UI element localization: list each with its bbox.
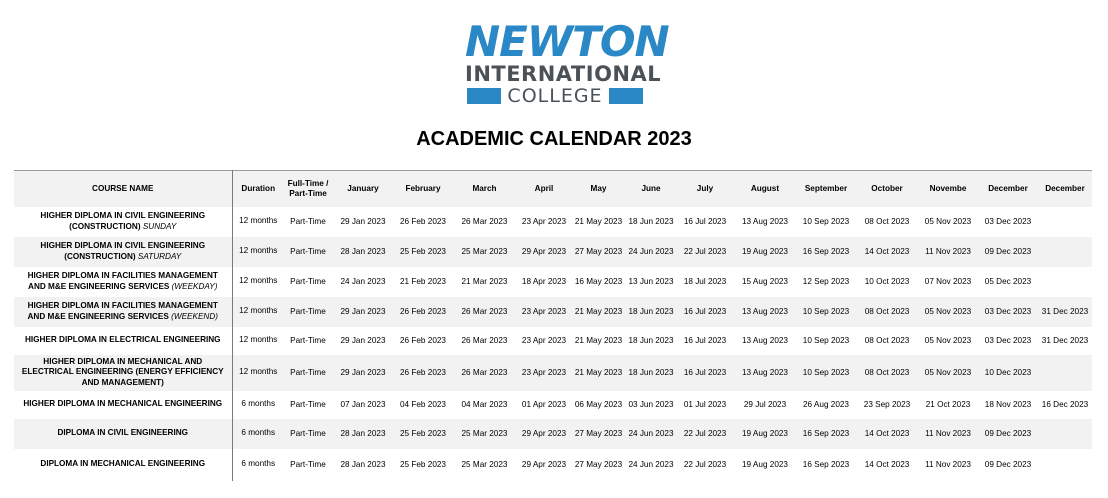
mode-cell: Part-Time bbox=[290, 307, 326, 316]
course-name-cell bbox=[14, 267, 232, 297]
header-month-3: March bbox=[472, 184, 497, 194]
date-cell: 23 Apr 2023 bbox=[521, 368, 567, 377]
date-cell: 25 Mar 2023 bbox=[461, 460, 508, 469]
date-cell: 19 Aug 2023 bbox=[742, 429, 788, 438]
date-cell: 16 Jul 2023 bbox=[683, 217, 727, 226]
date-cell bbox=[1038, 419, 1092, 449]
date-cell: 24 Jun 2023 bbox=[628, 429, 674, 438]
duration-cell: 12 months bbox=[232, 355, 284, 391]
date-cell: 18 Nov 2023 bbox=[984, 400, 1032, 409]
table-row bbox=[14, 419, 1092, 449]
date-cell: 29 Apr 2023 bbox=[521, 247, 567, 256]
date-cell: 21 Mar 2023 bbox=[461, 277, 508, 286]
date-cell: 26 Feb 2023 bbox=[400, 217, 446, 226]
date-cell: 21 May 2023 bbox=[574, 307, 623, 316]
course-name: HIGHER DIPLOMA IN CIVIL ENGINEERING (CONSTRUCTION) bbox=[40, 241, 206, 261]
date-cell: 05 Nov 2023 bbox=[924, 307, 972, 316]
date-cell: 05 Nov 2023 bbox=[924, 368, 972, 377]
date-cell: 01 Apr 2023 bbox=[521, 400, 567, 409]
date-cell: 14 Oct 2023 bbox=[864, 247, 910, 256]
date-cell: 05 Dec 2023 bbox=[984, 277, 1032, 286]
academic-calendar-table bbox=[14, 170, 1092, 481]
logo-wordmark-newton: NEWTON bbox=[465, 17, 669, 66]
date-cell: 26 Mar 2023 bbox=[461, 368, 508, 377]
course-schedule-note: (WEEKEND) bbox=[171, 311, 218, 321]
date-cell: 09 Dec 2023 bbox=[984, 460, 1032, 469]
duration-cell: 12 months bbox=[232, 267, 284, 297]
date-cell: 09 Dec 2023 bbox=[984, 429, 1032, 438]
date-cell: 24 Jun 2023 bbox=[628, 460, 674, 469]
date-cell: 07 Nov 2023 bbox=[924, 277, 972, 286]
course-name: HIGHER DIPLOMA IN FACILITIES MANAGEMENT AND M&E ENGINEERING SERVICES bbox=[27, 301, 218, 321]
date-cell: 28 Jan 2023 bbox=[340, 460, 386, 469]
date-cell: 16 Sep 2023 bbox=[802, 247, 850, 256]
header-month-9: September bbox=[804, 184, 848, 194]
date-cell: 27 May 2023 bbox=[574, 429, 623, 438]
date-cell: 16 Jul 2023 bbox=[683, 368, 727, 377]
date-cell: 08 Oct 2023 bbox=[864, 368, 910, 377]
date-cell: 29 Jan 2023 bbox=[340, 307, 386, 316]
date-cell: 11 Nov 2023 bbox=[925, 429, 971, 438]
date-cell: 25 Mar 2023 bbox=[461, 429, 508, 438]
date-cell: 21 May 2023 bbox=[574, 217, 623, 226]
date-cell: 05 Nov 2023 bbox=[924, 217, 972, 226]
date-cell: 13 Aug 2023 bbox=[742, 336, 788, 345]
date-cell: 13 Aug 2023 bbox=[742, 368, 788, 377]
date-cell: 19 Aug 2023 bbox=[742, 460, 788, 469]
header-month-8: August bbox=[750, 184, 780, 194]
table-row bbox=[14, 267, 1092, 297]
logo-college-row bbox=[467, 86, 643, 106]
logo-wordmark-college: COLLEGE bbox=[507, 85, 603, 107]
date-cell: 27 May 2023 bbox=[574, 460, 623, 469]
date-cell: 21 Oct 2023 bbox=[925, 400, 971, 409]
date-cell: 08 Oct 2023 bbox=[864, 307, 910, 316]
date-cell: 09 Dec 2023 bbox=[984, 247, 1032, 256]
course-name-cell bbox=[14, 327, 232, 355]
date-cell: 26 Mar 2023 bbox=[461, 336, 508, 345]
date-cell: 22 Jul 2023 bbox=[683, 460, 727, 469]
header-month-5: May bbox=[590, 184, 607, 194]
date-cell bbox=[1038, 267, 1092, 297]
course-name-cell bbox=[14, 237, 232, 267]
date-cell: 22 Jul 2023 bbox=[683, 429, 727, 438]
date-cell: 26 Mar 2023 bbox=[461, 307, 508, 316]
course-name-cell bbox=[14, 355, 232, 391]
header-month-2: February bbox=[405, 184, 441, 194]
date-cell bbox=[1038, 449, 1092, 481]
course-name-cell bbox=[14, 391, 232, 419]
date-cell: 25 Feb 2023 bbox=[400, 247, 446, 256]
course-name: DIPLOMA IN CIVIL ENGINEERING bbox=[57, 428, 189, 438]
table-row bbox=[14, 207, 1092, 237]
date-cell: 11 Nov 2023 bbox=[925, 247, 971, 256]
date-cell: 23 Sep 2023 bbox=[863, 400, 911, 409]
date-cell: 08 Oct 2023 bbox=[864, 217, 910, 226]
mode-cell: Part-Time bbox=[290, 247, 326, 256]
date-cell: 03 Jun 2023 bbox=[628, 400, 674, 409]
date-cell: 10 Dec 2023 bbox=[984, 368, 1032, 377]
course-name-cell bbox=[14, 419, 232, 449]
duration-cell: 12 months bbox=[232, 327, 284, 355]
date-cell: 16 Jul 2023 bbox=[683, 336, 727, 345]
duration-cell: 6 months bbox=[232, 419, 284, 449]
header-month-12: December bbox=[988, 184, 1028, 194]
date-cell: 25 Mar 2023 bbox=[461, 247, 508, 256]
course-name: DIPLOMA IN MECHANICAL ENGINEERING bbox=[40, 459, 206, 469]
table-row bbox=[14, 297, 1092, 327]
date-cell: 16 Jul 2023 bbox=[683, 307, 727, 316]
date-cell: 26 Feb 2023 bbox=[400, 368, 446, 377]
date-cell: 04 Feb 2023 bbox=[400, 400, 446, 409]
mode-cell: Part-Time bbox=[290, 368, 326, 377]
header-course-name: COURSE NAME bbox=[92, 184, 154, 194]
date-cell: 25 Feb 2023 bbox=[400, 429, 446, 438]
date-cell: 13 Aug 2023 bbox=[742, 307, 788, 316]
date-cell: 06 May 2023 bbox=[574, 400, 623, 409]
date-cell: 10 Sep 2023 bbox=[802, 307, 850, 316]
date-cell: 16 May 2023 bbox=[574, 277, 623, 286]
newton-college-logo bbox=[465, 17, 669, 107]
date-cell: 14 Oct 2023 bbox=[864, 429, 910, 438]
date-cell: 05 Nov 2023 bbox=[924, 336, 972, 345]
course-schedule-note: SATURDAY bbox=[137, 251, 182, 261]
table-row bbox=[14, 391, 1092, 419]
date-cell: 04 Mar 2023 bbox=[461, 400, 508, 409]
date-cell: 29 Jan 2023 bbox=[340, 368, 386, 377]
date-cell bbox=[1038, 207, 1092, 237]
date-cell: 23 Apr 2023 bbox=[521, 336, 567, 345]
date-cell: 29 Apr 2023 bbox=[521, 429, 567, 438]
date-cell bbox=[1038, 355, 1092, 391]
date-cell: 26 Aug 2023 bbox=[803, 400, 849, 409]
mode-cell: Part-Time bbox=[290, 429, 326, 438]
date-cell: 29 Jan 2023 bbox=[340, 217, 386, 226]
date-cell: 03 Dec 2023 bbox=[984, 307, 1032, 316]
logo-bar-left bbox=[467, 88, 501, 104]
mode-cell: Part-Time bbox=[290, 460, 326, 469]
date-cell: 10 Sep 2023 bbox=[802, 217, 850, 226]
date-cell: 11 Nov 2023 bbox=[925, 460, 971, 469]
date-cell: 26 Mar 2023 bbox=[461, 217, 508, 226]
duration-cell: 6 months bbox=[232, 391, 284, 419]
duration-cell: 12 months bbox=[232, 237, 284, 267]
date-cell: 03 Dec 2023 bbox=[984, 217, 1032, 226]
document-title: ACADEMIC CALENDAR 2023 bbox=[416, 128, 692, 150]
date-cell: 24 Jan 2023 bbox=[340, 277, 386, 286]
date-cell: 10 Oct 2023 bbox=[864, 277, 910, 286]
date-cell: 10 Sep 2023 bbox=[802, 368, 850, 377]
date-cell: 16 Dec 2023 bbox=[1041, 400, 1089, 409]
date-cell: 18 Jul 2023 bbox=[683, 277, 727, 286]
header-duration: Duration bbox=[232, 171, 284, 207]
header-month-7: July bbox=[696, 184, 714, 194]
date-cell: 03 Dec 2023 bbox=[984, 336, 1032, 345]
mode-cell: Part-Time bbox=[290, 277, 326, 286]
date-cell: 23 Apr 2023 bbox=[521, 217, 567, 226]
date-cell: 13 Jun 2023 bbox=[628, 277, 674, 286]
date-cell: 18 Jun 2023 bbox=[628, 336, 674, 345]
date-cell: 13 Aug 2023 bbox=[742, 217, 788, 226]
date-cell: 29 Jan 2023 bbox=[340, 336, 386, 345]
date-cell: 18 Jun 2023 bbox=[628, 307, 674, 316]
date-cell: 08 Oct 2023 bbox=[864, 336, 910, 345]
table-row bbox=[14, 327, 1092, 355]
date-cell: 19 Aug 2023 bbox=[742, 247, 788, 256]
date-cell: 28 Jan 2023 bbox=[340, 429, 386, 438]
header-month-4: April bbox=[534, 184, 554, 194]
course-name: HIGHER DIPLOMA IN ELECTRICAL ENGINEERING bbox=[24, 335, 221, 345]
date-cell: 16 Sep 2023 bbox=[802, 429, 850, 438]
date-cell: 26 Feb 2023 bbox=[400, 307, 446, 316]
date-cell: 31 Dec 2023 bbox=[1041, 307, 1089, 316]
date-cell: 22 Jul 2023 bbox=[683, 247, 727, 256]
header-month-11: Novembe bbox=[929, 184, 967, 194]
date-cell: 31 Dec 2023 bbox=[1041, 336, 1089, 345]
date-cell: 15 Aug 2023 bbox=[742, 277, 788, 286]
date-cell: 07 Jan 2023 bbox=[340, 400, 386, 409]
date-cell: 01 Jul 2023 bbox=[683, 400, 727, 409]
header-month-1: January bbox=[347, 184, 379, 194]
mode-cell: Part-Time bbox=[290, 400, 326, 409]
course-schedule-note: SUNDAY bbox=[142, 221, 177, 231]
date-cell: 16 Sep 2023 bbox=[802, 460, 850, 469]
header-mode: Full-Time / Part-Time bbox=[287, 178, 329, 198]
date-cell: 25 Feb 2023 bbox=[400, 460, 446, 469]
course-schedule-note: (WEEKDAY) bbox=[171, 281, 218, 291]
course-name: HIGHER DIPLOMA IN MECHANICAL AND ELECTRICAL ENGINEERING (ENERGY EFFICIENCY AND MANAGEMENT) bbox=[21, 356, 224, 387]
date-cell: 27 May 2023 bbox=[574, 247, 623, 256]
table-header-row bbox=[14, 171, 1092, 207]
logo-bar-right bbox=[609, 88, 643, 104]
duration-cell: 6 months bbox=[232, 449, 284, 481]
duration-cell: 12 months bbox=[232, 207, 284, 237]
date-cell: 18 Jun 2023 bbox=[628, 217, 674, 226]
table-row bbox=[14, 449, 1092, 481]
header-month-13: December bbox=[1045, 184, 1085, 194]
date-cell: 21 May 2023 bbox=[574, 368, 623, 377]
table-row bbox=[14, 355, 1092, 391]
date-cell: 14 Oct 2023 bbox=[864, 460, 910, 469]
course-name: HIGHER DIPLOMA IN CIVIL ENGINEERING (CONSTRUCTION) bbox=[40, 211, 206, 231]
date-cell: 18 Jun 2023 bbox=[628, 368, 674, 377]
date-cell: 10 Sep 2023 bbox=[802, 336, 850, 345]
date-cell bbox=[1038, 237, 1092, 267]
mode-cell: Part-Time bbox=[290, 336, 326, 345]
logo-wordmark-international: INTERNATIONAL bbox=[465, 62, 662, 86]
course-name-cell bbox=[14, 207, 232, 237]
date-cell: 21 Feb 2023 bbox=[400, 277, 446, 286]
date-cell: 29 Jul 2023 bbox=[743, 400, 787, 409]
date-cell: 12 Sep 2023 bbox=[802, 277, 850, 286]
date-cell: 28 Jan 2023 bbox=[340, 247, 386, 256]
date-cell: 29 Apr 2023 bbox=[521, 460, 567, 469]
course-name: HIGHER DIPLOMA IN MECHANICAL ENGINEERING bbox=[23, 399, 223, 409]
duration-cell: 12 months bbox=[232, 297, 284, 327]
date-cell: 23 Apr 2023 bbox=[521, 307, 567, 316]
date-cell: 24 Jun 2023 bbox=[628, 247, 674, 256]
date-cell: 21 May 2023 bbox=[574, 336, 623, 345]
date-cell: 18 Apr 2023 bbox=[521, 277, 567, 286]
header-month-10: October bbox=[871, 184, 903, 194]
course-name-cell bbox=[14, 297, 232, 327]
course-name: HIGHER DIPLOMA IN FACILITIES MANAGEMENT AND M&E ENGINEERING SERVICES bbox=[27, 271, 218, 291]
header-month-6: June bbox=[641, 184, 661, 194]
table-row bbox=[14, 237, 1092, 267]
course-name-cell bbox=[14, 449, 232, 481]
mode-cell: Part-Time bbox=[290, 217, 326, 226]
date-cell: 26 Feb 2023 bbox=[400, 336, 446, 345]
